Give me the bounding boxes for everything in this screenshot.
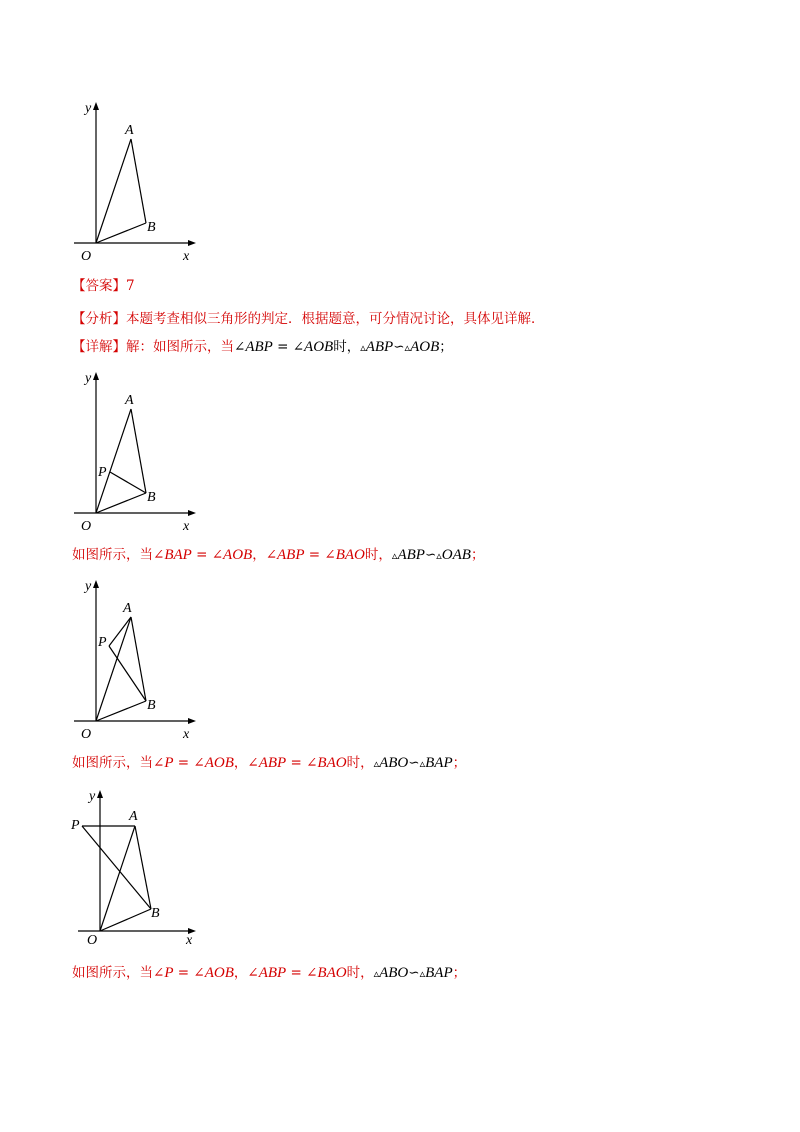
case-4-intro: 如图所示，当 [72,965,153,981]
comma: ， [233,965,248,981]
case-3-line [72,754,466,773]
end-mark: ； [470,547,485,563]
triangle-symbol: ▵ [419,967,426,980]
label-b: B [151,906,160,921]
case-4-angle-4: BAO [317,965,347,981]
segment-pb [110,472,146,493]
triangle-symbol: ▵ [360,341,366,354]
label-a: A [129,809,138,824]
equals-sign: = [173,965,194,981]
case-2-tri-1: ABP [397,547,425,563]
segment-ob [96,223,146,243]
angle-symbol: ∠ [292,339,305,355]
equals-sign: = [272,339,293,355]
angle-symbol: ∠ [153,755,165,771]
case-4-tri-2: BAP [425,965,453,981]
angle-symbol: ∠ [324,547,336,563]
case-3-intro: 如图所示，当 [72,755,153,771]
figure-3-diagram [70,576,210,741]
label-o: O [81,249,92,264]
angle-symbol: ∠ [153,965,165,981]
equals-sign: = [286,755,307,771]
triangle-symbol: ▵ [373,757,380,770]
label-o: O [81,519,92,534]
similar-symbol: ∽ [408,755,420,771]
case-3-angle-4: BAO [317,755,347,771]
triangle-symbol: ▵ [404,341,411,354]
y-axis-arrow [97,790,103,798]
case-4-angle-2: AOB [204,965,234,981]
angle-symbol: ∠ [306,755,318,771]
label-a: A [125,393,134,408]
detail-sim-1: ABP [365,339,394,355]
segment-pb [109,646,146,701]
case-3-angle-1: P [164,755,174,771]
end-mark: ； [452,755,467,771]
figure-4 [70,786,210,951]
equals-sign: = [304,547,325,563]
equals-sign: = [286,965,307,981]
segment-ob [100,909,151,931]
angle-symbol: ∠ [247,755,259,771]
segment-ab [131,409,146,493]
figure-2-diagram [70,368,210,533]
figure-1-diagram [70,98,210,263]
similar-symbol: ∽ [424,547,437,563]
segment-oa [96,139,131,243]
label-o: O [81,727,92,742]
end-mark: ； [439,339,453,355]
angle-symbol: ∠ [234,339,246,355]
case-2-angle-3: ABP [277,547,305,563]
segment-ab [135,826,151,909]
x-axis-arrow [188,510,196,516]
answer-line [72,277,135,295]
angle-symbol: ∠ [193,755,205,771]
segment-ab [131,617,146,701]
case-2-intro: 如图所示，当 [72,547,153,563]
similar-symbol: ∽ [408,965,420,981]
detail-intro: 解：如图所示，当 [126,339,234,355]
label-p: P [98,635,107,650]
case-2-tri-2: OAB [441,547,471,563]
segment-ob [96,701,146,721]
label-p: P [98,465,107,480]
label-y: y [85,579,92,594]
triangle-symbol: ▵ [391,549,398,562]
label-x: x [186,933,193,948]
triangle-symbol: ▵ [436,549,442,562]
case-2-when: 时， [364,547,392,563]
case-2-angle-4: BAO [335,547,365,563]
analysis-text: 本题考查相似三角形的判定．根据题意，可分情况讨论，具体见详解． [126,311,545,327]
y-axis-arrow [93,372,99,380]
case-2-angle-1: BAP [164,547,192,563]
label-y: y [85,371,92,386]
detail-angle-2: AOB [304,339,334,355]
similar-symbol: ∽ [393,339,405,355]
figure-4-diagram [70,786,210,951]
comma: ， [233,755,248,771]
label-y: y [85,101,92,116]
detail-tag: 【详解】 [72,339,126,355]
segment-pb [82,826,151,909]
equals-sign: = [191,547,212,563]
x-axis-arrow [188,240,196,246]
answer-tag: 【答案】 [72,278,126,294]
segment-oa [96,617,131,721]
x-axis-arrow [188,718,196,724]
figure-3 [70,576,210,741]
label-x: x [183,727,190,742]
angle-symbol: ∠ [306,965,318,981]
y-axis-arrow [93,580,99,588]
label-y: y [89,789,96,804]
detail-line [72,338,453,357]
segment-oa [96,409,131,513]
label-x: x [183,519,190,534]
y-axis-arrow [93,102,99,110]
end-mark: ； [452,965,467,981]
label-o: O [87,933,98,948]
segment-oa [100,826,135,931]
triangle-symbol: ▵ [373,967,380,980]
label-b: B [147,490,156,505]
angle-symbol: ∠ [211,547,224,563]
analysis-line [72,310,545,328]
figure-1 [70,98,210,263]
segment-ob [96,493,146,513]
case-4-line [72,964,466,983]
segment-ab [131,139,146,223]
case-3-tri-2: BAP [425,755,453,771]
case-2-angle-2: AOB [223,547,253,563]
label-p: P [71,818,80,833]
case-4-angle-3: ABP [258,965,287,981]
angle-symbol: ∠ [247,965,259,981]
case-4-when: 时， [346,965,374,981]
angle-symbol: ∠ [153,547,165,563]
equals-sign: = [173,755,194,771]
answer-value: 7 [126,278,135,294]
case-2-line [72,546,484,565]
label-b: B [147,220,156,235]
detail-angle-1: ABP [245,339,273,355]
angle-symbol: ∠ [193,965,205,981]
case-3-angle-3: ABP [258,755,287,771]
case-3-when: 时， [346,755,374,771]
comma: ， [252,547,266,563]
analysis-tag: 【分析】 [72,311,126,327]
case-4-tri-1: ABO [379,965,409,981]
case-3-tri-1: ABO [379,755,409,771]
segment-pa [109,617,131,646]
case-3-angle-2: AOB [204,755,234,771]
label-x: x [183,249,190,264]
case-4-angle-1: P [164,965,174,981]
label-a: A [123,601,132,616]
label-b: B [147,698,156,713]
label-a: A [125,123,134,138]
detail-sim-2: AOB [410,339,440,355]
triangle-symbol: ▵ [419,757,426,770]
figure-2 [70,368,210,533]
detail-when: 时， [333,339,361,355]
angle-symbol: ∠ [265,547,278,563]
